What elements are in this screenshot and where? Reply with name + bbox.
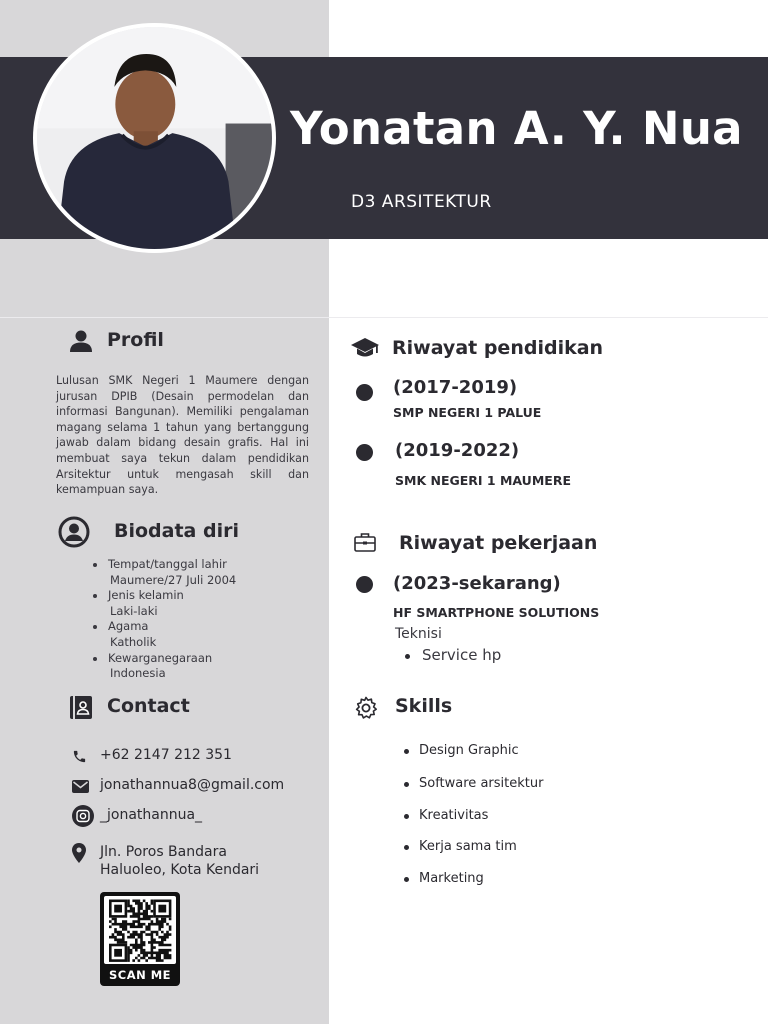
biodata-value: Katholik xyxy=(110,634,157,649)
divider-line xyxy=(0,317,768,318)
section-title-education: Riwayat pendidikan xyxy=(392,337,604,359)
biodata-label: Jenis kelamin xyxy=(108,588,184,603)
email-address: jonathannua8@gmail.com xyxy=(100,777,285,793)
user-icon xyxy=(69,330,93,352)
section-title-profile: Profil xyxy=(107,329,164,351)
timeline-dot xyxy=(356,384,373,401)
full-name: Yonatan A. Y. Nua xyxy=(290,102,743,155)
graduation-cap-icon xyxy=(351,336,379,360)
biodata-label: Agama xyxy=(108,619,149,634)
biodata-value: Indonesia xyxy=(110,666,166,681)
list-item xyxy=(91,651,321,682)
briefcase-icon xyxy=(354,532,376,552)
gear-icon xyxy=(354,696,378,720)
work-years: (2023-sekarang) xyxy=(393,573,561,594)
timeline-dot xyxy=(356,576,373,593)
education-years: (2019-2022) xyxy=(395,440,520,461)
user-circle-icon xyxy=(58,516,90,548)
phone-icon xyxy=(72,746,100,766)
section-title-contact: Contact xyxy=(107,695,190,717)
list-item xyxy=(91,588,321,619)
job-title: D3 ARSITEKTUR xyxy=(351,192,492,212)
skill-item: Software arsitektur xyxy=(404,776,543,791)
education-school: SMP NEGERI 1 PALUE xyxy=(393,405,542,420)
qr-code[interactable] xyxy=(100,892,180,986)
contact-phone[interactable] xyxy=(72,746,232,766)
list-item: Service hp xyxy=(404,646,501,664)
list-item xyxy=(91,619,321,650)
skill-item: Design Graphic xyxy=(404,743,519,758)
skill-item: Kerja sama tim xyxy=(404,839,517,854)
timeline-dot xyxy=(356,444,373,461)
contact-email[interactable] xyxy=(72,776,284,796)
contact-address xyxy=(72,843,259,879)
address-line-1: Jln. Poros Bandara xyxy=(100,844,227,860)
section-title-skills: Skills xyxy=(395,695,453,717)
profile-photo xyxy=(33,23,276,253)
biodata-value: Maumere/27 Juli 2004 xyxy=(110,572,237,587)
envelope-icon xyxy=(72,776,100,796)
work-company: HF SMARTPHONE SOLUTIONS xyxy=(393,605,600,620)
contact-instagram[interactable] xyxy=(72,806,202,826)
biodata-label: Tempat/tanggal lahir xyxy=(108,557,227,571)
skill-item: Kreativitas xyxy=(404,808,488,823)
biodata-list xyxy=(91,557,321,682)
education-years: (2017-2019) xyxy=(393,377,518,398)
instagram-icon xyxy=(72,806,100,826)
instagram-handle: _jonathannua_ xyxy=(100,807,203,823)
education-school: SMK NEGERI 1 MAUMERE xyxy=(395,473,571,488)
skill-item: Marketing xyxy=(404,871,484,886)
address-text xyxy=(100,843,259,879)
contact-book-icon xyxy=(70,696,92,719)
list-item xyxy=(91,557,321,588)
section-title-work: Riwayat pekerjaan xyxy=(399,532,598,554)
qr-label: SCAN ME xyxy=(108,968,172,982)
address-line-2: Haluoleo, Kota Kendari xyxy=(100,862,260,878)
map-pin-icon xyxy=(72,843,100,863)
work-position: Teknisi xyxy=(395,626,442,642)
profile-summary: Lulusan SMK Negeri 1 Maumere dengan jurusan DPIB (Desain permodelan dan informasi Bangunan). Memiliki pengalaman magang selama 1 tahun yang bertanggung jawab dalam bidang desain grafis. Hal ini membuat saya tekun dalam pendidikan Arsitektur untuk mengasah skill dan kemampuan saya. xyxy=(56,374,309,497)
section-title-biodata: Biodata diri xyxy=(114,520,239,542)
biodata-value: Laki-laki xyxy=(110,603,158,618)
qr-code-icon xyxy=(104,896,176,964)
work-task-list xyxy=(404,646,501,664)
biodata-label: Kewarganegaraan xyxy=(108,650,213,665)
phone-number: +62 2147 212 351 xyxy=(100,747,232,763)
